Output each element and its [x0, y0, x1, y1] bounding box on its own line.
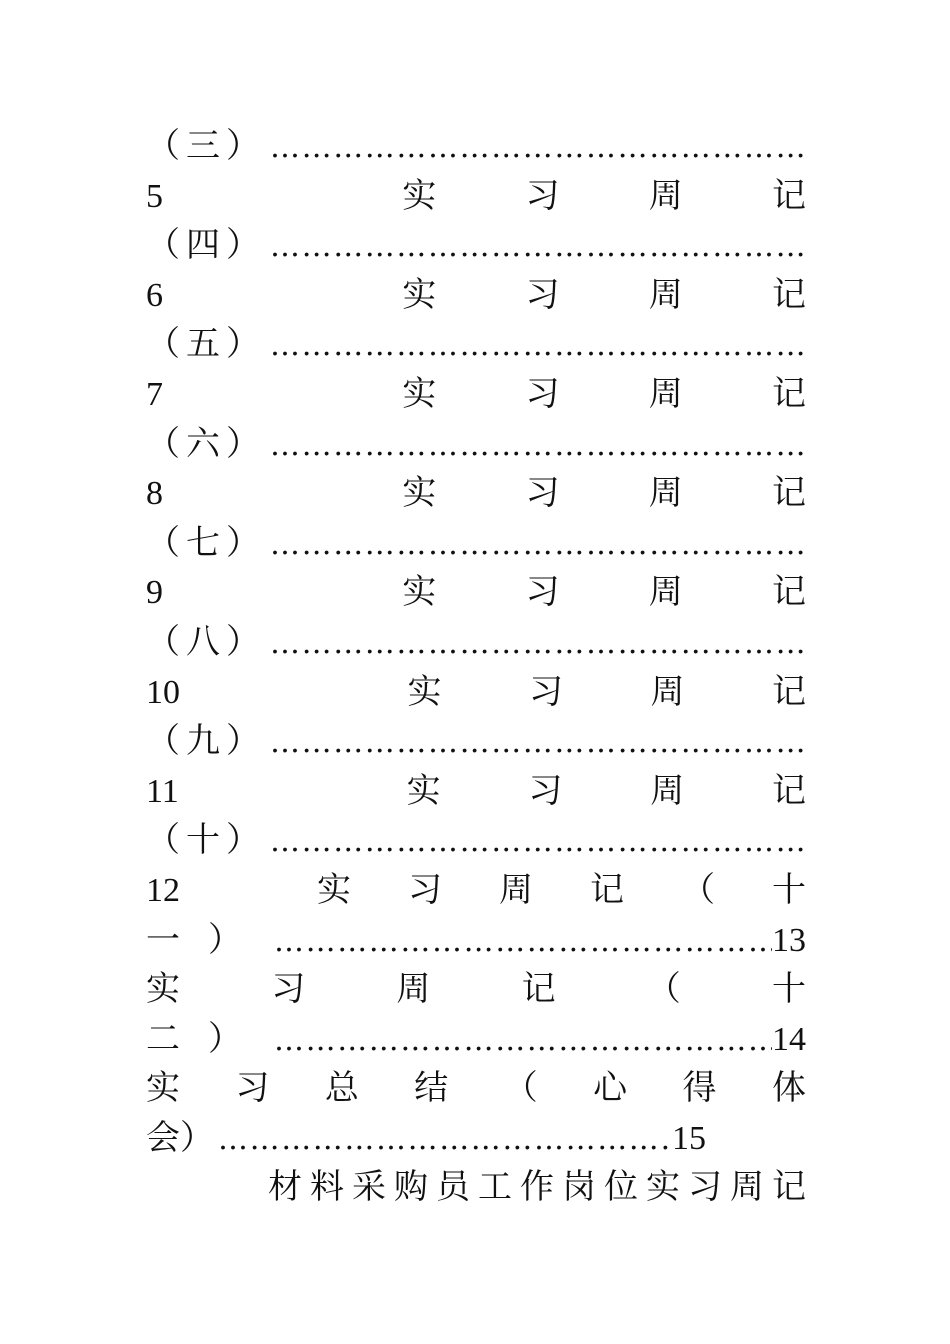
table-of-contents: [146, 122, 814, 1213]
dot-leader: [266, 817, 806, 866]
toc-char: 习: [525, 175, 560, 216]
toc-label: （九）: [146, 721, 266, 762]
toc-char: 习: [528, 770, 563, 811]
toc-char: 实: [402, 175, 437, 216]
toc-page-number: 6: [146, 276, 163, 314]
document-title-text: 材料采购员工作岗位实习周记: [268, 1167, 814, 1208]
toc-char: 十: [771, 969, 806, 1010]
toc-char: （: [503, 1068, 538, 1109]
toc-label: （七）: [146, 522, 266, 563]
toc-label: （八）: [146, 621, 266, 662]
toc-page-number: 9: [146, 574, 163, 612]
toc-char: 实: [406, 770, 441, 811]
toc-label: （五）: [146, 324, 266, 365]
toc-line: [146, 1114, 706, 1164]
toc-char: 体: [771, 1068, 806, 1109]
toc-line: [146, 469, 806, 519]
toc-char: 实: [402, 572, 437, 613]
toc-char: 周: [648, 274, 683, 315]
toc-line: [146, 668, 806, 718]
toc-label: （十）: [146, 820, 266, 861]
toc-char: 记: [772, 274, 806, 315]
toc-char: 周: [648, 373, 683, 414]
toc-label: （四）: [146, 225, 266, 266]
dot-leader: [266, 718, 806, 767]
toc-char: （: [646, 969, 681, 1010]
dot-leader: [266, 123, 806, 172]
toc-line: [146, 122, 806, 172]
toc-char: 习: [235, 1068, 270, 1109]
toc-char: 周: [648, 473, 683, 514]
toc-char: 实: [146, 969, 180, 1010]
toc-char: 记: [521, 969, 556, 1010]
toc-page-number: 11: [146, 772, 179, 810]
toc-char: 周: [650, 671, 685, 712]
dot-leader: [270, 1016, 772, 1065]
toc-line: [146, 866, 806, 916]
toc-char: 记: [772, 373, 806, 414]
dot-leader: [214, 1115, 672, 1164]
toc-line: [146, 717, 806, 767]
toc-char: 习: [525, 473, 560, 514]
toc-line: [146, 519, 806, 569]
toc-line: [146, 1015, 806, 1065]
toc-line: [146, 618, 806, 668]
toc-char: 实: [407, 671, 442, 712]
toc-page-number: 13: [772, 921, 806, 959]
toc-char: 记: [772, 473, 806, 514]
toc-line: [146, 320, 806, 370]
toc-line: [146, 370, 806, 420]
toc-line: [146, 568, 806, 618]
toc-char: 习: [525, 373, 560, 414]
dot-leader: [266, 421, 806, 470]
toc-char: 周: [396, 969, 431, 1010]
toc-line: [146, 420, 806, 470]
toc-label: （三）: [146, 126, 266, 166]
toc-char: 周: [648, 175, 683, 216]
toc-page-number: 10: [146, 673, 180, 711]
toc-label: 会）: [146, 1117, 214, 1158]
toc-char: 十: [772, 869, 806, 910]
toc-char: 结: [414, 1068, 449, 1109]
toc-char: 记: [772, 572, 806, 613]
toc-char: 实: [402, 473, 437, 514]
dot-leader: [266, 321, 806, 370]
dot-leader: [266, 619, 806, 668]
toc-char: 习: [529, 671, 563, 712]
toc-char: 周: [648, 572, 683, 613]
toc-page-number: 14: [772, 1020, 806, 1058]
toc-line: [146, 172, 806, 222]
toc-char: 习: [525, 572, 560, 613]
toc-line: [146, 271, 806, 321]
toc-char: 记: [590, 869, 624, 910]
toc-char: 周: [499, 869, 533, 910]
dot-leader: [266, 520, 806, 569]
toc-char: 得: [682, 1068, 717, 1109]
toc-char: 实: [402, 274, 437, 315]
toc-line: [146, 965, 806, 1015]
toc-char: 习: [408, 869, 442, 910]
toc-page-number: 15: [672, 1119, 706, 1157]
toc-char: 实: [317, 869, 351, 910]
toc-char: 记: [772, 770, 806, 811]
dot-leader: [270, 917, 772, 966]
dot-leader: [266, 222, 806, 271]
toc-char: 总: [324, 1068, 359, 1109]
toc-page-number: 5: [146, 177, 163, 215]
toc-page-number: 12: [146, 871, 180, 909]
toc-char: 记: [772, 671, 806, 712]
toc-line: [146, 767, 806, 817]
toc-char: 习: [271, 969, 306, 1010]
toc-page-number: 8: [146, 475, 163, 513]
document-title: [146, 1163, 814, 1213]
toc-label: 一）: [146, 919, 270, 960]
toc-label: （六）: [146, 423, 266, 464]
toc-char: 习: [525, 274, 560, 315]
toc-char: （: [681, 869, 715, 910]
toc-line: [146, 816, 806, 866]
toc-char: 记: [772, 175, 806, 216]
toc-char: 实: [402, 373, 437, 414]
toc-line: [146, 916, 806, 966]
toc-label: 二）: [146, 1018, 270, 1059]
toc-char: 实: [146, 1068, 180, 1109]
toc-line: [146, 221, 806, 271]
toc-char: 周: [650, 770, 685, 811]
toc-char: 心: [593, 1068, 628, 1109]
toc-line: [146, 1064, 806, 1114]
toc-page-number: 7: [146, 375, 163, 413]
